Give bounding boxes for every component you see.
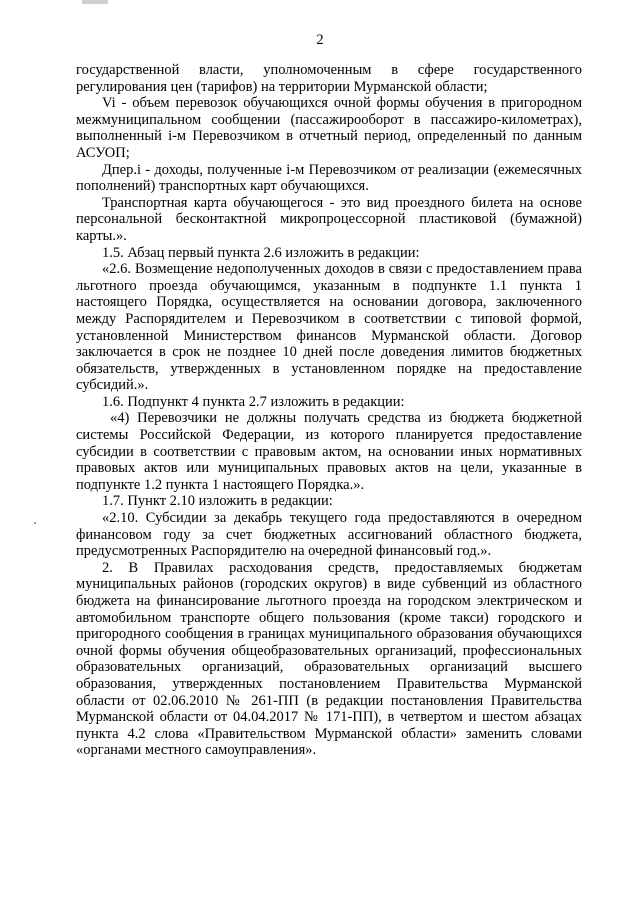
paragraph: 1.6. Подпункт 4 пункта 2.7 изложить в редакции: — [102, 393, 405, 410]
document-body — [76, 62, 582, 759]
paragraph: Дпер.i - доходы, полученные i-м Перевозчиком от реализации (ежемесячных пополнений) транспортных карт обучающихся. — [76, 161, 582, 195]
page-number: 2 — [316, 32, 324, 48]
paragraph: Транспортная карта обучающегося - это вид проездного билета на основе персональной бесконтактной микропроцессорной пластиковой (бумажной) карты.». — [76, 194, 582, 244]
paragraph: государственной власти, уполномоченным в сфере государственного регулирования цен (тарифов) на территории Мурманской области; — [76, 62, 582, 95]
paragraph: 1.5. Абзац первый пункта 2.6 изложить в редакции: — [102, 244, 420, 261]
paragraph: 1.7. Пункт 2.10 изложить в редакции: — [102, 493, 333, 510]
paragraph: Vi - объем перевозок обучающихся очной формы обучения в пригородном межмуниципальном сообщении (пассажирооборот в пассажиро-километрах), выполненный i-м Перевозчиком в отчетный период, определенный по данным АСУОП; — [76, 95, 582, 161]
scan-corner-mark — [82, 0, 108, 4]
paragraph: «2.10. Субсидии за декабрь текущего года предоставляются в очередном финансовом году за счет бюджетных ассигнований областного бюджета, предусмотренных Распорядителю на очередной финансовый год.». — [76, 510, 582, 560]
paragraph: «4) Перевозчики не должны получать средства из бюджета бюджетной системы Российской Федерации, из которого планируется предоставление субсидии в соответствии с правовым актом, на основании иных нормативных правовых актов или муниципальных правовых актов на цели, указанные в подпункте 1.2 пункта 1 настоящего Порядка.». — [76, 410, 582, 493]
paragraph: «2.6. Возмещение недополученных доходов в связи с предоставлением права льготного проезда обучающимся, указанным в подпункте 1.1 пункта 1 настоящего Порядка, осуществляется на основании договора, заключенного между Распорядителем и Перевозчиком в соответствии с типовой формой, установленной Министерством финансов Мурманской области. Договор заключается в срок не позднее 10 дней после доведения лимитов бюджетных обязательств, утвержденных в установленном порядке на предоставление субсидий.». — [76, 261, 582, 394]
paragraph: 2. В Правилах расходования средств, предоставляемых бюджетам муниципальных районов (городских округов) в виде субвенций из областного бюджета на финансирование льготного проезда на городском электрическом и автомобильном транспорте общего пользования (кроме такси) городского и пригородного сообщения в границах муниципального образования обучающихся очной формы обучения общеобразовательных организаций, профессиональных образовательных организаций, образовательных организаций высшего образования, утвержденных постановлением Правительства Мурманской области от 02.06.2010 № 261-ПП (в редакции постановления Правительства Мурманской области от 04.04.2017 № 171-ПП), в четвертом и шестом абзацах пункта 4.2 слова «Правительством Мурманской области» заменить словами «органами местного самоуправления». — [76, 559, 582, 759]
scan-speck — [34, 522, 36, 524]
